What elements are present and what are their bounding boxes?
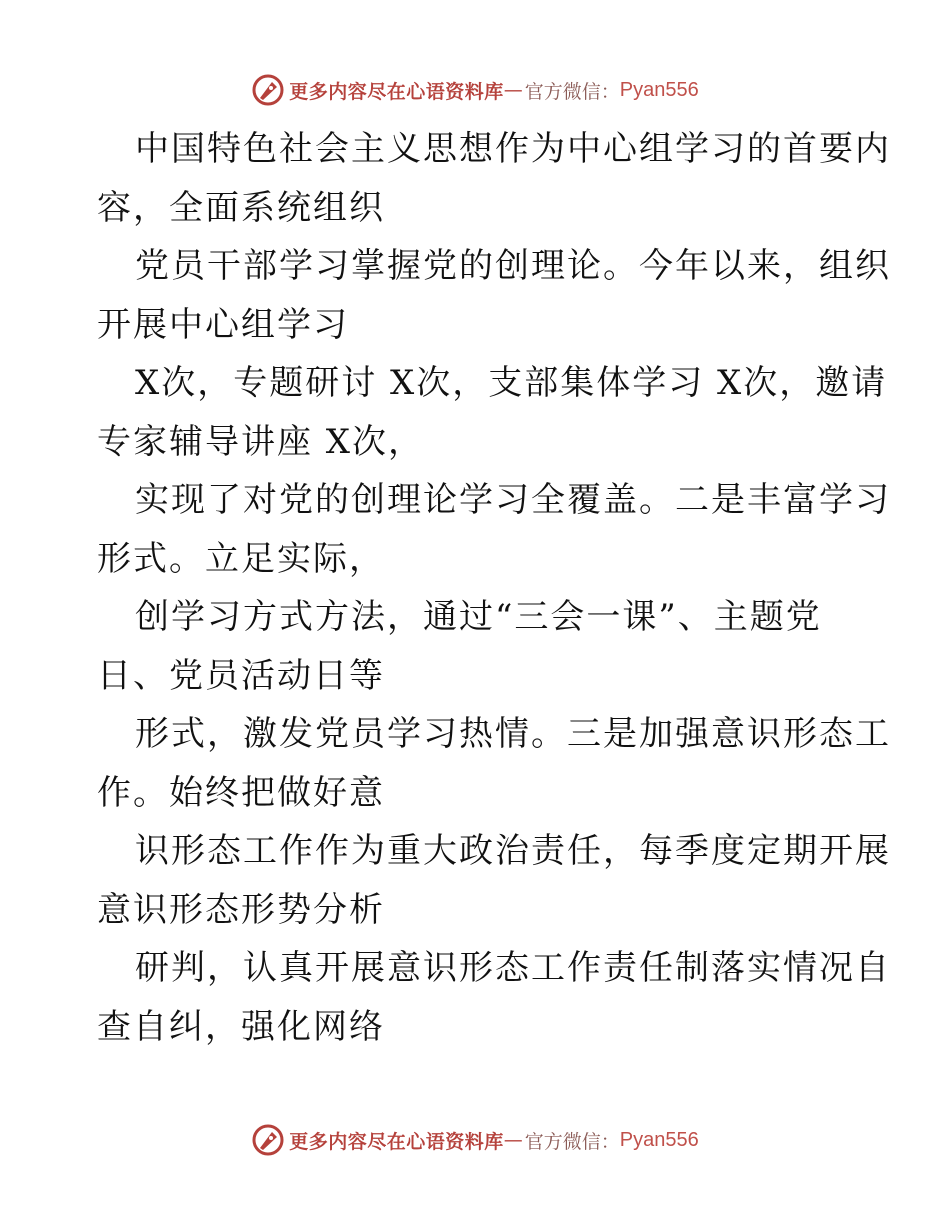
banner-site-text: 更多内容尽在心语资料库 [289, 1130, 504, 1153]
body-line: 日、党员活动日等 [97, 655, 385, 696]
header-banner [0, 70, 950, 110]
banner-wechat-label: 官方微信： [524, 1130, 620, 1153]
banner-dash: — [503, 79, 523, 101]
banner-site-text: 更多内容尽在心语资料库 [289, 80, 504, 103]
footer-banner [0, 1120, 950, 1160]
body-line: 开展中心组学习 [97, 304, 349, 345]
body-line: 形式。立足实际， [97, 538, 385, 579]
body-line: 形式，激发党员学习热情。三是加强意识形态工 [135, 714, 891, 754]
body-line: 研判，认真开展意识形态工作责任制落实情况自 [135, 948, 891, 988]
body-line: 作。始终把做好意 [97, 772, 385, 813]
body-line: 中国特色社会主义思想作为中心组学习的首要内 [135, 129, 891, 169]
banner-dash: — [503, 1129, 523, 1151]
pen-nib-logo-icon [251, 1123, 285, 1157]
body-line: 创学习方式方法，通过“三会一课”、主题党 [135, 597, 822, 637]
body-line: 党员干部学习掌握党的创理论。今年以来，组织 [135, 246, 891, 286]
body-line: 查自纠，强化网络 [97, 1006, 385, 1047]
body-line: 容，全面系统组织 [97, 187, 385, 228]
body-line: 实现了对党的创理论学习全覆盖。二是丰富学习 [135, 480, 891, 520]
body-line: 专家辅导讲座 X次， [97, 421, 425, 462]
pen-nib-logo-icon [251, 73, 285, 107]
body-line: 识形态工作作为重大政治责任，每季度定期开展 [135, 831, 891, 871]
document-body [97, 120, 891, 1056]
banner-wechat-label: 官方微信： [524, 80, 620, 103]
banner-wechat-id: Pyan556 [619, 78, 699, 101]
body-line: X次，专题研讨 X次，支部集体学习 X次，邀请 [135, 363, 888, 403]
body-line: 意识形态形势分析 [97, 889, 385, 930]
banner-wechat-id: Pyan556 [619, 1128, 699, 1151]
